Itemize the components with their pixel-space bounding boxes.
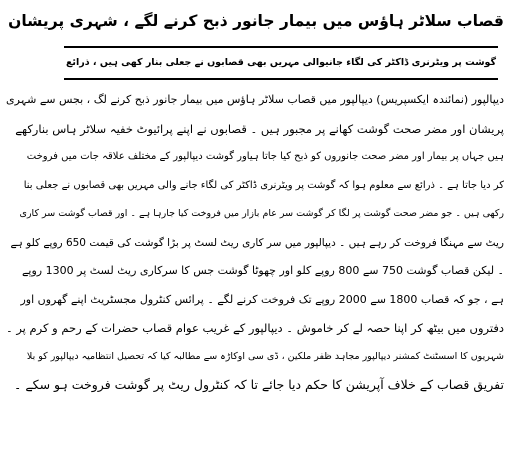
body-line: ہیں جہاں پر بیمار اور مضر صحت جانوروں کو ذبح کیا جاتا ہیاور گوشت دیپالپور کے مختلف علاقہ جات میں فروخت (26, 151, 504, 162)
body-line: ریٹ سے مہنگا فروخت کر رہے ہیں ۔ دیپالپور میں سر کاری ریٹ لسٹ پر بڑا گوشت کی قیمت 650 روپے کلو ہے (10, 236, 504, 249)
body-line: دفتروں میں بیٹھ کر اپنا حصہ لے کر خاموش ۔ دیپالپور کے غریب عوام قصاب حضرات کے رحم و کرم پر ۔ (6, 321, 504, 335)
article-body (6, 86, 504, 465)
body-line: ۔ لیکن قصاب گوشت 750 سے 800 روپے کلو اور چھوٹا گوشت جس کا سرکاری ریٹ لسٹ پر 1300 روپے (21, 264, 504, 277)
body-line: پریشان اور مضر صحت گوشت کھانے پر مجبور ہیں ۔ قصابوں نے اپنے پرائیوٹ خفیہ سلاٹر ہاس بنارکھے (15, 121, 504, 136)
body-line: ہے ، جو کہ قصاب 1800 سے 2000 روپے تک فروخت کرنے لگے ۔ پرائس کنٹرول مجسٹریٹ اپنے گھروں اور (20, 292, 504, 306)
body-line: دیپالپور (نمائندہ ایکسپریس) دیپالپور میں قصاب سلاٹر ہاؤس میں بیمار جانور ذبح کرنے لگ ، بجس سے شہری (6, 93, 504, 106)
body-line: کر دیا جاتا ہے ۔ ذرائع سے معلوم ہوا کہ گوشت پر ویٹرنری ڈاکٹر کی لگاء جانے والی مہریں بھی قصابوں نے جعلی بنا (23, 179, 504, 191)
body-line: شہریوں کا اسسٹنٹ کمشنر دیپالپور مجاہد ظفر ملکین ، ڈی سی اوکاڑہ سے مطالبہ کیا کہ تحصیل انتظامیہ دیپالپور کو بلا (26, 350, 504, 362)
body-line: تفریق قصاب کے خلاف آپریشن کا حکم دیا جائے تا کہ کنٹرول ریٹ پر گوشت فروخت ہو سکے ۔ (14, 377, 504, 392)
subheadline: گوشت پر ویٹرنری ڈاکٹر کی لگاء جانیوالی مہریں بھی قصابوں نے جعلی بنار کھی ہیں ، ذرائع (64, 46, 498, 80)
headline: قصاب سلاٹر ہاؤس میں بیمار جانور ذبح کرنے لگے ، شہری پریشان (8, 12, 504, 30)
body-line: رکھی ہیں ۔ جو مضر صحت گوشت پر لگا کر گوشت سر عام بازار میں فروخت کیا جارہا ہے ۔ اور قصاب گوشت سر کاری (19, 208, 504, 219)
